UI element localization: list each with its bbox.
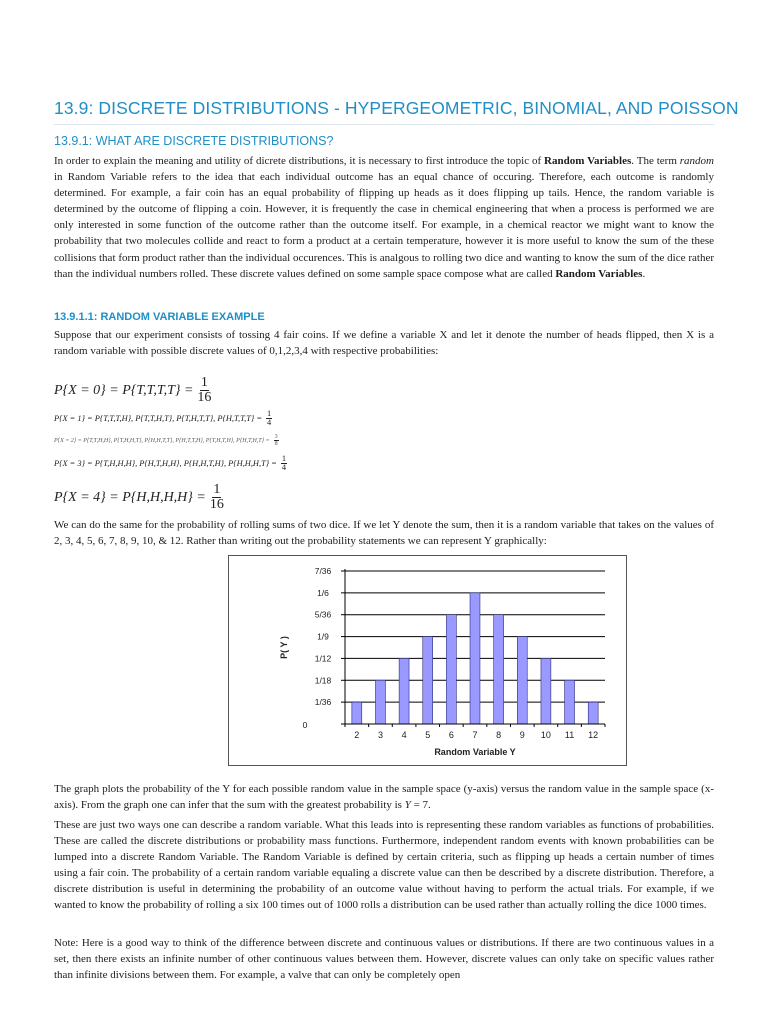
x-axis-title: Random Variable Y <box>434 747 516 757</box>
term-random-variables: Random Variables <box>544 155 632 167</box>
y-tick-label: 0 <box>302 720 308 730</box>
bar <box>470 593 480 724</box>
x-tick-label: 11 <box>564 730 575 740</box>
section-heading: 13.9.1: WHAT ARE DISCRETE DISTRIBUTIONS? <box>54 134 334 148</box>
graph-explanation-paragraph: The graph plots the probability of the Y for each possible random value in the sample space (y-axis) versus the random value in the sample space (x-axis). From the graph one can infer that the sum with the greatest probability is Y = 7. <box>54 783 714 812</box>
y-axis-title: P( Y ) <box>279 636 289 659</box>
y-tick-label: 7/36 <box>314 566 332 576</box>
x-tick-label: 4 <box>401 730 407 740</box>
note-paragraph: Note: Here is a good way to think of the difference between discrete and continuous values or distributions. If there are two continuous values in a set, then there exists an infinite number of other continuous values between them. However, discrete values can only take on specific values rather than infinite divisions between them. For example, a valve that can only be completely open <box>54 937 714 982</box>
equation-x4: P{X = 4} = P{H,H,H,H} = $\frac{1}{16}$ <box>54 482 224 512</box>
subsection-heading: 13.9.1.1: RANDOM VARIABLE EXAMPLE <box>54 311 265 323</box>
y-tick-label: 1/18 <box>314 675 332 686</box>
bar <box>399 658 409 724</box>
x-tick-label: 12 <box>588 730 599 740</box>
bar <box>375 680 385 724</box>
y-tick-label: 1/6 <box>317 587 329 598</box>
equation-x3: P{X = 3} = P{T,H,H,H}, P{H,T,H,H}, P{H,H,T,H}, P{H,H,H,T} = $\frac{1}{4}$ <box>54 454 287 473</box>
bar <box>588 702 598 724</box>
bar <box>494 615 504 724</box>
x-tick-label: 7 <box>472 730 478 740</box>
page-title: 13.9: DISCRETE DISTRIBUTIONS - HYPERGEOMETRIC, BINOMIAL, AND POISSON <box>54 98 739 118</box>
dice-example-paragraph: We can do the same for the probability of rolling sums of two dice. If we let Y denote the sum, then it is a random variable that takes on the values of 2, 3, 4, 5, 6, 7, 8, 9, 10, & 12. Rather than writing out the probability statements we can represent Y graphically: <box>54 519 714 548</box>
chart-svg <box>229 556 626 765</box>
x-tick-label: 5 <box>425 730 431 740</box>
bar <box>541 658 551 724</box>
term-random-variables-2: Random Variables <box>555 267 643 280</box>
x-tick-label: 2 <box>354 730 360 740</box>
coin-example-paragraph: Suppose that our experiment consists of tossing 4 fair coins. If we define a variable X and let it denote the number of heads flipped, then X is a random variable with possible discrete values of 0,1,2,3,4 with respective probabilities: <box>54 329 714 358</box>
bar <box>565 680 575 724</box>
bar <box>517 637 527 724</box>
bar <box>352 702 362 724</box>
term-random: random <box>679 155 714 167</box>
bar <box>423 637 433 724</box>
equation-x0: P{X = 0} = P{T,T,T,T} = $\frac{1}{16}$ <box>54 375 212 405</box>
equation-x1: P{X = 1} = P{T,T,T,H}, P{T,T,H,T}, P{T,H,T,T}, P{H,T,T,T} = $\frac{1}{4}$ <box>54 409 272 428</box>
dice-sum-chart <box>228 555 627 766</box>
discrete-distributions-paragraph: These are just two ways one can describe a random variable. What this leads into is representing these random variables as functions of probabilities. These are called the discrete distributions or probability mass functions. Furthermore, independent random events with known probabilities can be lumped into a discrete Random Variable. The Random Variable is defined by certain criteria, such as flipping up heads a certain number of times using a fair coin. The probability of a certain random variable equaling a discrete value can then be described by a discrete distribution. Therefore, a discrete distribution is useful in determining the probability of an outcome value without having to perform the actual trials. For example, if we wanted to know the probability of rolling a six 100 times out of 1000 rolls a distribution can be used rather than actually rolling the dice 1000 times. <box>54 819 714 912</box>
y-tick-label: 1/9 <box>317 631 329 642</box>
bar <box>446 615 456 724</box>
y-tick-label: 1/36 <box>314 697 332 708</box>
x-tick-label: 10 <box>540 730 551 740</box>
y-tick-label: 5/36 <box>314 609 332 620</box>
x-tick-label: 3 <box>377 730 383 740</box>
x-tick-label: 9 <box>519 730 525 740</box>
x-tick-label: 8 <box>496 730 502 740</box>
intro-paragraph: In order to explain the meaning and utility of dicrete distributions, it is necessary to first introduce the topic of Random Variables. The term random in Random Variable refers to the idea that each individual outcome has an equal chance of occuring. Therefore, each outcome is randomly determined. For example, a fair coin has an equal probability of flipping up heads as it does flipping up tails. Hence, the random variable is determined by the outcome of flipping a coin. However, it is frequently the case in chemical engineering that when a process is performed we are only interested in some function of the outcome rather than the outcome itself. For example, in a chemical reactor we might want to know the probability that two molecules collide and react to form a product at a certain temperature, however it is more useful to know the sum of the these collisions that form product rather than the individual occurences. This is analgous to rolling two dice and wanting to know the sum of the dice rather than the individual numbers rolled. These discrete values defined on some sample space compose what are called Random Variables. <box>54 155 714 280</box>
equation-x2: P{X = 2} = P{T,T,H,H}, P{T,H,H,T}, P{H,H,T,T}, P{H,T,T,H}, P{T,H,T,H}, P{H,T,H,T} = $\frac{3}{8}$ <box>54 434 278 447</box>
title-divider <box>54 124 714 125</box>
x-tick-label: 6 <box>448 730 454 740</box>
y-tick-label: 1/12 <box>314 653 332 664</box>
